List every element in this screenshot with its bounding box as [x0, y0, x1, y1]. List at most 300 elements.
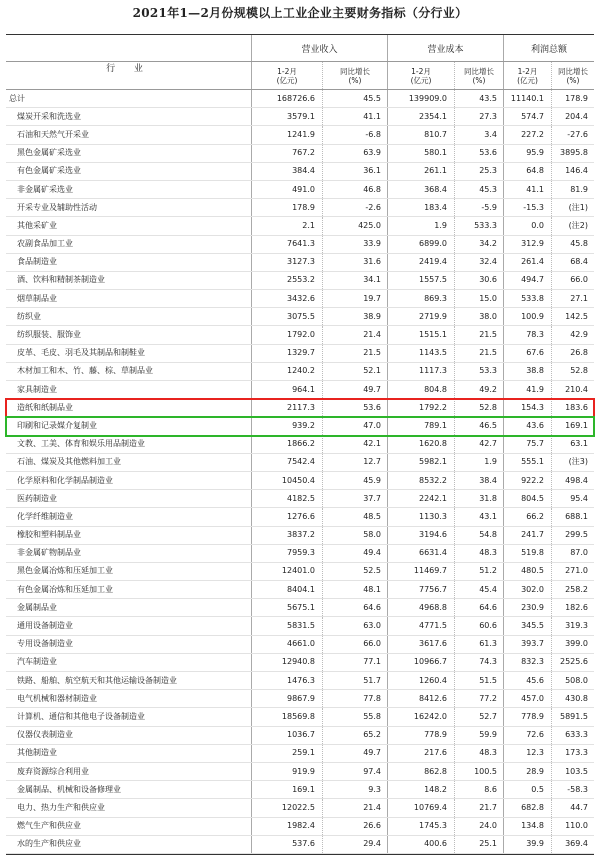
revenue-amount-cell: 178.9 — [251, 199, 322, 216]
profit-growth-cell: (注2) — [551, 217, 594, 234]
table-row — [6, 654, 594, 672]
cost-amount-cell: 2242.1 — [387, 490, 454, 507]
subheader-line1: 1-2月 — [277, 66, 297, 76]
industry-name-cell: 金属制品、机械和设备修理业 — [17, 784, 121, 794]
revenue-growth-cell: 42.1 — [322, 436, 387, 453]
profit-growth-cell: (注3) — [551, 454, 594, 471]
revenue-amount-cell: 964.1 — [251, 381, 322, 398]
table-row — [6, 272, 594, 290]
revenue-amount-cell: 7959.3 — [251, 545, 322, 562]
cost-growth-cell: 15.0 — [454, 290, 503, 307]
profit-growth-cell: 319.3 — [551, 617, 594, 634]
cost-growth-cell: 61.3 — [454, 636, 503, 653]
table-row — [6, 290, 594, 308]
table-row — [6, 326, 594, 344]
revenue-amount-cell: 1329.7 — [251, 345, 322, 362]
profit-growth-cell: 204.4 — [551, 108, 594, 125]
table-row — [6, 745, 594, 763]
revenue-amount-cell: 7641.3 — [251, 236, 322, 253]
industry-name-cell: 仪器仪表制造业 — [17, 730, 73, 740]
table-row — [6, 436, 594, 454]
cost-amount-cell: 261.1 — [387, 163, 454, 180]
industry-column-header: 行 业 — [106, 64, 151, 74]
revenue-amount-cell: 384.4 — [251, 163, 322, 180]
cost-growth-cell: 32.4 — [454, 254, 503, 271]
table-row — [6, 690, 594, 708]
cost-growth-cell: 24.0 — [454, 818, 503, 835]
cost-growth-cell: 25.1 — [454, 836, 503, 853]
revenue-amount-cell: 1866.2 — [251, 436, 322, 453]
cost-growth-cell: 21.5 — [454, 345, 503, 362]
cost-growth-cell: 43.5 — [454, 90, 503, 107]
profit-amount-cell: 0.0 — [503, 217, 551, 234]
industry-name-cell: 金属制品业 — [17, 602, 57, 612]
profit-amount-cell: 832.3 — [503, 654, 551, 671]
revenue-growth-cell: 47.0 — [322, 417, 387, 434]
revenue-amount-cell: 3075.5 — [251, 308, 322, 325]
table-row — [6, 126, 594, 144]
revenue-amount-cell: 12401.0 — [251, 563, 322, 580]
cost-amount-cell: 869.3 — [387, 290, 454, 307]
industry-name-cell: 开采专业及辅助性活动 — [17, 202, 97, 212]
cost-amount-cell: 778.9 — [387, 727, 454, 744]
subheader-line1: 同比增长 — [464, 66, 494, 76]
revenue-growth-cell: 34.1 — [322, 272, 387, 289]
cost-amount-cell: 8412.6 — [387, 690, 454, 707]
cost-growth-cell: 45.3 — [454, 181, 503, 198]
table-row — [6, 472, 594, 490]
industry-name-cell: 铁路、船舶、航空航天和其他运输设备制造业 — [17, 675, 177, 685]
table-title: 2021年1—2月份规模以上工业企业主要财务指标（分行业） — [132, 6, 468, 20]
revenue-growth-cell: 9.3 — [322, 781, 387, 798]
profit-growth-cell: 110.0 — [551, 818, 594, 835]
revenue-growth-cell: 49.7 — [322, 745, 387, 762]
cost-growth-cell: 53.3 — [454, 363, 503, 380]
cost-amount-cell: 217.6 — [387, 745, 454, 762]
profit-growth-cell: 169.1 — [551, 417, 594, 434]
revenue-growth-cell: 21.4 — [322, 799, 387, 816]
profit-amount-cell: 64.8 — [503, 163, 551, 180]
cost-growth-cell: 77.2 — [454, 690, 503, 707]
cost-amount-cell: 10769.4 — [387, 799, 454, 816]
industry-name-cell: 纺织服装、服饰业 — [17, 330, 81, 340]
industry-name-cell: 废弃资源综合利用业 — [17, 766, 89, 776]
profit-amount-header — [503, 62, 551, 89]
profit-amount-cell: 67.6 — [503, 345, 551, 362]
table-row — [6, 145, 594, 163]
table-row — [6, 799, 594, 817]
table-row — [6, 199, 594, 217]
table-row — [6, 417, 594, 435]
profit-amount-cell: 457.0 — [503, 690, 551, 707]
table-row — [6, 781, 594, 799]
profit-amount-cell: 78.3 — [503, 326, 551, 343]
profit-growth-cell: 633.3 — [551, 727, 594, 744]
cost-growth-cell: 51.2 — [454, 563, 503, 580]
profit-amount-cell: 43.6 — [503, 417, 551, 434]
cost-amount-cell: 1117.3 — [387, 363, 454, 380]
industry-name-cell: 文教、工美、体育和娱乐用品制造业 — [17, 439, 145, 449]
profit-amount-cell: 574.7 — [503, 108, 551, 125]
table-row — [6, 672, 594, 690]
cost-amount-cell: 1130.3 — [387, 508, 454, 525]
cost-growth-cell: 46.5 — [454, 417, 503, 434]
profit-amount-cell: 28.9 — [503, 763, 551, 780]
cost-amount-cell: 5982.1 — [387, 454, 454, 471]
profit-growth-cell: 2525.6 — [551, 654, 594, 671]
profit-amount-cell: 72.6 — [503, 727, 551, 744]
revenue-growth-cell: -2.6 — [322, 199, 387, 216]
cost-growth-cell: 21.7 — [454, 799, 503, 816]
revenue-amount-cell: 2.1 — [251, 217, 322, 234]
table-row — [6, 490, 594, 508]
profit-amount-cell: 519.8 — [503, 545, 551, 562]
cost-growth-cell: 54.8 — [454, 527, 503, 544]
subheader-line1: 同比增长 — [340, 66, 370, 76]
profit-growth-cell: 430.8 — [551, 690, 594, 707]
cost-growth-cell: 48.3 — [454, 745, 503, 762]
cost-growth-cell: 74.3 — [454, 654, 503, 671]
cost-amount-cell: 862.8 — [387, 763, 454, 780]
cost-growth-cell: 21.5 — [454, 326, 503, 343]
revenue-amount-cell: 9867.9 — [251, 690, 322, 707]
cost-growth-cell: 25.3 — [454, 163, 503, 180]
table-row — [6, 581, 594, 599]
industry-name-cell: 石油、煤炭及其他燃料加工业 — [17, 457, 121, 467]
revenue-amount-cell: 12022.5 — [251, 799, 322, 816]
revenue-amount-cell: 8404.1 — [251, 581, 322, 598]
profit-growth-cell: 52.8 — [551, 363, 594, 380]
revenue-amount-cell: 767.2 — [251, 145, 322, 162]
profit-growth-cell: 399.0 — [551, 636, 594, 653]
cost-growth-header — [454, 62, 503, 89]
profit-growth-cell: 3895.8 — [551, 145, 594, 162]
profit-amount-cell: 230.9 — [503, 599, 551, 616]
profit-growth-cell: 369.4 — [551, 836, 594, 853]
profit-amount-cell: 804.5 — [503, 490, 551, 507]
cost-growth-cell: 31.8 — [454, 490, 503, 507]
financial-indicators-table — [6, 34, 594, 855]
industry-name-cell: 化学纤维制造业 — [17, 511, 73, 521]
subheader-line1: 同比增长 — [558, 66, 588, 76]
cost-amount-cell: 10966.7 — [387, 654, 454, 671]
revenue-amount-cell: 168726.6 — [251, 90, 322, 107]
profit-amount-cell: 134.8 — [503, 818, 551, 835]
industry-name-cell: 计算机、通信和其他电子设备制造业 — [17, 711, 145, 721]
profit-amount-cell: 12.3 — [503, 745, 551, 762]
revenue-growth-cell: 45.5 — [322, 90, 387, 107]
profit-amount-cell: 312.9 — [503, 236, 551, 253]
subheader-unit: (亿元) — [517, 75, 538, 85]
profit-growth-cell: 146.4 — [551, 163, 594, 180]
revenue-amount-cell: 4182.5 — [251, 490, 322, 507]
industry-name-cell: 黑色金属冶炼和压延加工业 — [17, 566, 113, 576]
profit-growth-cell: 183.6 — [551, 399, 594, 416]
cost-growth-cell: 30.6 — [454, 272, 503, 289]
revenue-growth-cell: 66.0 — [322, 636, 387, 653]
profit-growth-cell: 178.9 — [551, 90, 594, 107]
profit-amount-cell: -15.3 — [503, 199, 551, 216]
industry-name-cell: 医药制造业 — [17, 493, 57, 503]
industry-name-cell: 有色金属矿采选业 — [17, 166, 81, 176]
cost-growth-cell: 45.4 — [454, 581, 503, 598]
cost-growth-cell: 38.4 — [454, 472, 503, 489]
revenue-amount-cell: 3837.2 — [251, 527, 322, 544]
cost-amount-cell: 1143.5 — [387, 345, 454, 362]
revenue-growth-cell: 58.0 — [322, 527, 387, 544]
profit-amount-cell: 95.9 — [503, 145, 551, 162]
subheader-line1: 1-2月 — [517, 66, 538, 76]
profit-growth-cell: 210.4 — [551, 381, 594, 398]
cost-amount-cell: 11469.7 — [387, 563, 454, 580]
revenue-amount-cell: 2553.2 — [251, 272, 322, 289]
profit-growth-cell: 44.7 — [551, 799, 594, 816]
cost-amount-cell: 1557.5 — [387, 272, 454, 289]
table-row — [6, 308, 594, 326]
cost-amount-cell: 8532.2 — [387, 472, 454, 489]
profit-growth-cell: -27.6 — [551, 126, 594, 143]
revenue-growth-cell: 52.5 — [322, 563, 387, 580]
revenue-growth-cell: 12.7 — [322, 454, 387, 471]
revenue-growth-cell: 36.1 — [322, 163, 387, 180]
profit-growth-cell: 142.5 — [551, 308, 594, 325]
profit-amount-cell: 922.2 — [503, 472, 551, 489]
industry-name-cell: 黑色金属矿采选业 — [17, 148, 81, 158]
revenue-growth-cell: 63.0 — [322, 617, 387, 634]
revenue-amount-cell: 1241.9 — [251, 126, 322, 143]
table-row — [6, 181, 594, 199]
profit-growth-cell: 498.4 — [551, 472, 594, 489]
industry-header-cell — [6, 35, 251, 61]
revenue-amount-cell: 3127.3 — [251, 254, 322, 271]
profit-growth-cell: 87.0 — [551, 545, 594, 562]
table-row — [6, 163, 594, 181]
subheader-unit: (%) — [566, 75, 580, 85]
industry-name-cell: 化学原料和化学制品制造业 — [17, 475, 113, 485]
industry-name-cell: 煤炭开采和洗选业 — [17, 111, 81, 121]
revenue-growth-cell: 37.7 — [322, 490, 387, 507]
profit-growth-cell: 66.0 — [551, 272, 594, 289]
industry-name-cell: 石油和天然气开采业 — [17, 129, 89, 139]
profit-amount-cell: 39.9 — [503, 836, 551, 853]
revenue-growth-cell: 21.5 — [322, 345, 387, 362]
revenue-growth-cell: 77.1 — [322, 654, 387, 671]
profit-growth-cell: 68.4 — [551, 254, 594, 271]
revenue-amount-cell: 5831.5 — [251, 617, 322, 634]
cost-group-header: 营业成本 — [387, 35, 503, 61]
table-row — [6, 836, 594, 854]
profit-amount-cell: 100.9 — [503, 308, 551, 325]
table-row — [6, 399, 594, 417]
profit-amount-cell: 533.8 — [503, 290, 551, 307]
cost-growth-cell: 49.2 — [454, 381, 503, 398]
revenue-growth-cell: 425.0 — [322, 217, 387, 234]
cost-amount-cell: 804.8 — [387, 381, 454, 398]
industry-name-cell: 家具制造业 — [17, 384, 57, 394]
industry-name-cell: 其他制造业 — [17, 748, 57, 758]
profit-growth-cell: 45.8 — [551, 236, 594, 253]
revenue-amount-cell: 10450.4 — [251, 472, 322, 489]
profit-amount-cell: 682.8 — [503, 799, 551, 816]
revenue-growth-cell: 46.8 — [322, 181, 387, 198]
profit-amount-cell: 0.5 — [503, 781, 551, 798]
cost-amount-cell: 2719.9 — [387, 308, 454, 325]
cost-amount-cell: 400.6 — [387, 836, 454, 853]
profit-amount-cell: 555.1 — [503, 454, 551, 471]
profit-growth-cell: 271.0 — [551, 563, 594, 580]
revenue-amount-cell: 4661.0 — [251, 636, 322, 653]
industry-name-cell: 农副食品加工业 — [17, 239, 73, 249]
cost-amount-cell: 1792.2 — [387, 399, 454, 416]
industry-name-cell: 其他采矿业 — [17, 220, 57, 230]
profit-growth-cell: 95.4 — [551, 490, 594, 507]
revenue-growth-cell: 19.7 — [322, 290, 387, 307]
industry-name-cell: 酒、饮料和精制茶制造业 — [17, 275, 105, 285]
cost-amount-cell: 2354.1 — [387, 108, 454, 125]
profit-growth-cell: 81.9 — [551, 181, 594, 198]
cost-amount-cell: 3194.6 — [387, 527, 454, 544]
revenue-growth-cell: 51.7 — [322, 672, 387, 689]
cost-growth-cell: 27.3 — [454, 108, 503, 125]
cost-growth-cell: 34.2 — [454, 236, 503, 253]
table-row — [6, 563, 594, 581]
revenue-amount-cell: 5675.1 — [251, 599, 322, 616]
cost-amount-cell: 1.9 — [387, 217, 454, 234]
revenue-amount-cell: 18569.8 — [251, 708, 322, 725]
table-row — [6, 636, 594, 654]
profit-amount-cell: 480.5 — [503, 563, 551, 580]
revenue-growth-cell: 31.6 — [322, 254, 387, 271]
profit-growth-cell: 173.3 — [551, 745, 594, 762]
cost-growth-cell: 38.0 — [454, 308, 503, 325]
profit-amount-cell: 38.8 — [503, 363, 551, 380]
profit-amount-cell: 778.9 — [503, 708, 551, 725]
table-row — [6, 345, 594, 363]
industry-name-cell: 木材加工和木、竹、藤、棕、草制品业 — [17, 366, 153, 376]
profit-amount-cell: 494.7 — [503, 272, 551, 289]
industry-name-cell: 纺织业 — [17, 311, 41, 321]
industry-name-cell: 燃气生产和供应业 — [17, 821, 81, 831]
industry-name-cell: 电力、热力生产和供应业 — [17, 802, 105, 812]
revenue-growth-cell: 77.8 — [322, 690, 387, 707]
subheader-unit: (%) — [472, 75, 486, 85]
profit-amount-cell: 241.7 — [503, 527, 551, 544]
profit-growth-cell: 42.9 — [551, 326, 594, 343]
table-row — [6, 818, 594, 836]
revenue-growth-header — [322, 62, 387, 89]
table-row — [6, 763, 594, 781]
industry-name-cell: 专用设备制造业 — [17, 639, 73, 649]
profit-growth-cell: 182.6 — [551, 599, 594, 616]
cost-growth-cell: 1.9 — [454, 454, 503, 471]
table-row — [6, 90, 594, 108]
revenue-amount-cell: 2117.3 — [251, 399, 322, 416]
table-row — [6, 708, 594, 726]
industry-name-cell: 橡胶和塑料制品业 — [17, 530, 81, 540]
revenue-amount-cell: 1240.2 — [251, 363, 322, 380]
profit-growth-header — [551, 62, 594, 89]
industry-name-cell: 造纸和纸制品业 — [17, 402, 73, 412]
revenue-group-header: 营业收入 — [251, 35, 387, 61]
revenue-amount-cell: 12940.8 — [251, 654, 322, 671]
industry-name-cell: 通用设备制造业 — [17, 621, 73, 631]
profit-amount-cell: 75.7 — [503, 436, 551, 453]
profit-growth-cell: (注1) — [551, 199, 594, 216]
revenue-amount-cell: 1792.0 — [251, 326, 322, 343]
industry-name-cell: 非金属矿采选业 — [17, 184, 73, 194]
table-row — [6, 363, 594, 381]
industry-name-cell: 烟草制品业 — [17, 293, 57, 303]
profit-amount-cell: 227.2 — [503, 126, 551, 143]
profit-amount-cell: 154.3 — [503, 399, 551, 416]
cost-amount-cell: 810.7 — [387, 126, 454, 143]
revenue-growth-cell: -6.8 — [322, 126, 387, 143]
revenue-amount-cell: 939.2 — [251, 417, 322, 434]
industry-name-cell: 总计 — [9, 93, 25, 103]
cost-growth-cell: 42.7 — [454, 436, 503, 453]
cost-amount-cell: 3617.6 — [387, 636, 454, 653]
profit-amount-cell: 302.0 — [503, 581, 551, 598]
revenue-amount-cell: 537.6 — [251, 836, 322, 853]
cost-growth-cell: 48.3 — [454, 545, 503, 562]
revenue-amount-cell: 169.1 — [251, 781, 322, 798]
cost-amount-cell: 7756.7 — [387, 581, 454, 598]
table-row — [6, 599, 594, 617]
cost-growth-cell: 51.5 — [454, 672, 503, 689]
cost-amount-cell: 2419.4 — [387, 254, 454, 271]
profit-amount-cell: 41.1 — [503, 181, 551, 198]
cost-amount-cell: 1260.4 — [387, 672, 454, 689]
cost-amount-cell: 4771.5 — [387, 617, 454, 634]
profit-growth-cell: 688.1 — [551, 508, 594, 525]
profit-growth-cell: 508.0 — [551, 672, 594, 689]
profit-amount-cell: 345.5 — [503, 617, 551, 634]
revenue-growth-cell: 49.7 — [322, 381, 387, 398]
profit-amount-cell: 45.6 — [503, 672, 551, 689]
profit-amount-cell: 11140.1 — [503, 90, 551, 107]
table-row — [6, 527, 594, 545]
profit-growth-cell: 258.2 — [551, 581, 594, 598]
revenue-growth-cell: 49.4 — [322, 545, 387, 562]
revenue-amount-cell: 1982.4 — [251, 818, 322, 835]
cost-amount-cell: 1515.1 — [387, 326, 454, 343]
revenue-growth-cell: 55.8 — [322, 708, 387, 725]
subheader-line1: 1-2月 — [411, 66, 431, 76]
cost-growth-cell: 59.9 — [454, 727, 503, 744]
industry-name-cell: 皮革、毛皮、羽毛及其制品和制鞋业 — [17, 348, 145, 358]
subheader-unit: (亿元) — [276, 75, 298, 85]
industry-name-cell: 汽车制造业 — [17, 657, 57, 667]
cost-growth-cell: 52.8 — [454, 399, 503, 416]
cost-amount-cell: 6899.0 — [387, 236, 454, 253]
revenue-growth-cell: 65.2 — [322, 727, 387, 744]
revenue-growth-cell: 63.9 — [322, 145, 387, 162]
table-row — [6, 381, 594, 399]
table-row — [6, 508, 594, 526]
revenue-growth-cell: 26.6 — [322, 818, 387, 835]
cost-amount-cell: 139909.0 — [387, 90, 454, 107]
revenue-amount-cell: 1476.3 — [251, 672, 322, 689]
revenue-growth-cell: 48.1 — [322, 581, 387, 598]
cost-amount-cell: 4968.8 — [387, 599, 454, 616]
revenue-growth-cell: 53.6 — [322, 399, 387, 416]
profit-growth-cell: 27.1 — [551, 290, 594, 307]
revenue-amount-cell: 3432.6 — [251, 290, 322, 307]
industry-name-cell: 食品制造业 — [17, 257, 57, 267]
cost-growth-cell: 533.3 — [454, 217, 503, 234]
table-row — [6, 545, 594, 563]
cost-amount-cell: 6631.4 — [387, 545, 454, 562]
